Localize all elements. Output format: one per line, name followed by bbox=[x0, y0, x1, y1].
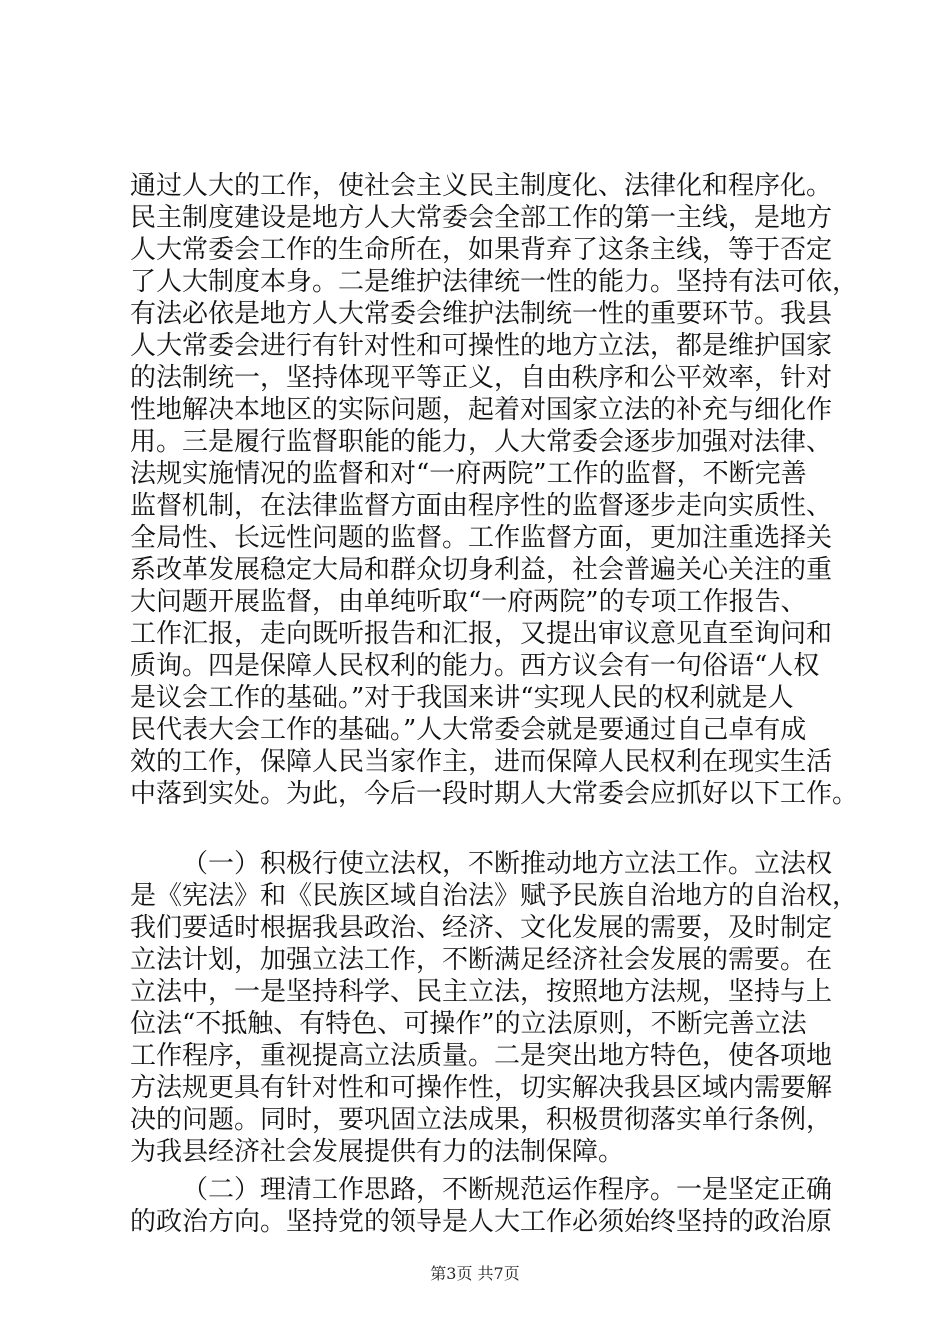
text-line: 通过人大的工作，使社会主义民主制度化、法律化和程序化。 bbox=[130, 171, 833, 201]
text-line: 民主制度建设是地方人大常委会全部工作的第一主线，是地方 bbox=[130, 203, 833, 233]
text-line: 方法规更具有针对性和可操作性，切实解决我县区域内需要解 bbox=[130, 1073, 833, 1103]
text-line: 性地解决本地区的实际问题，起着对国家立法的补充与细化作 bbox=[130, 395, 833, 425]
text-line: 为我县经济社会发展提供有力的法制保障。 bbox=[130, 1137, 625, 1167]
text-line: 工作汇报，走向既听报告和汇报，又提出审议意见直至询问和 bbox=[130, 619, 833, 649]
text-line: 系改革发展稳定大局和群众切身利益，社会普遍关心关注的重 bbox=[130, 555, 833, 585]
text-line: 中落到实处。为此，今后一段时期人大常委会应抓好以下工作。 bbox=[130, 779, 859, 809]
text-line: 法规实施情况的监督和对“一府两院”工作的监督，不断完善 bbox=[130, 459, 807, 489]
text-line: 效的工作，保障人民当家作主，进而保障人民权利在现实生活 bbox=[130, 747, 833, 777]
paragraph-2 bbox=[130, 848, 859, 1168]
page-footer bbox=[0, 1264, 950, 1284]
text-line: 质询。四是保障人民权利的能力。西方议会有一句俗语“人权 bbox=[130, 651, 820, 681]
paragraph-spacer bbox=[130, 810, 830, 848]
text-line: 大问题开展监督，由单纯听取“一府两院”的专项工作报告、 bbox=[130, 587, 807, 617]
text-line: 立法中，一是坚持科学、民主立法，按照地方法规，坚持与上 bbox=[130, 977, 833, 1007]
paragraph-3 bbox=[130, 1174, 833, 1238]
text-line: 决的问题。同时，要巩固立法成果，积极贯彻落实单行条例， bbox=[130, 1105, 833, 1135]
text-line: 是《宪法》和《民族区域自治法》赋予民族自治地方的自治权， bbox=[130, 881, 859, 911]
text-line: 监督机制，在法律监督方面由程序性的监督逐步走向实质性、 bbox=[130, 491, 833, 521]
text-line: 人大常委会工作的生命所在，如果背弃了这条主线，等于否定 bbox=[130, 235, 833, 265]
text-line: 了人大制度本身。二是维护法律统一性的能力。坚持有法可依， bbox=[130, 267, 859, 297]
text-line: （二）理清工作思路，不断规范运作程序。一是坚定正确 bbox=[182, 1175, 833, 1205]
document-body bbox=[130, 170, 859, 1238]
text-line: 我们要适时根据我县政治、经济、文化发展的需要，及时制定 bbox=[130, 913, 833, 943]
text-line: 民代表大会工作的基础。”人大常委会就是要通过自己卓有成 bbox=[130, 715, 807, 745]
text-line: 的政治方向。坚持党的领导是人大工作必须始终坚持的政治原 bbox=[130, 1207, 833, 1237]
text-line: 工作程序，重视提高立法质量。二是突出地方特色，使各项地 bbox=[130, 1041, 833, 1071]
text-line: 是议会工作的基础。”对于我国来讲“实现人民的权利就是人 bbox=[130, 683, 794, 713]
text-line: 立法计划，加强立法工作，不断满足经济社会发展的需要。在 bbox=[130, 945, 833, 975]
text-line: （一）积极行使立法权，不断推动地方立法工作。立法权 bbox=[182, 849, 833, 879]
text-line: 人大常委会进行有针对性和可操性的地方立法，都是维护国家 bbox=[130, 331, 833, 361]
page-number-label: 第3页 共7页 bbox=[430, 1264, 520, 1283]
paragraph-1 bbox=[130, 170, 859, 810]
text-line: 用。三是履行监督职能的能力，人大常委会逐步加强对法律、 bbox=[130, 427, 833, 457]
text-line: 的法制统一，坚持体现平等正义，自由秩序和公平效率，针对 bbox=[130, 363, 833, 393]
text-line: 位法“不抵触、有特色、可操作”的立法原则，不断完善立法 bbox=[130, 1009, 807, 1039]
text-line: 有法必依是地方人大常委会维护法制统一性的重要环节。我县 bbox=[130, 299, 833, 329]
text-line: 全局性、长远性问题的监督。工作监督方面，更加注重选择关 bbox=[130, 523, 833, 553]
